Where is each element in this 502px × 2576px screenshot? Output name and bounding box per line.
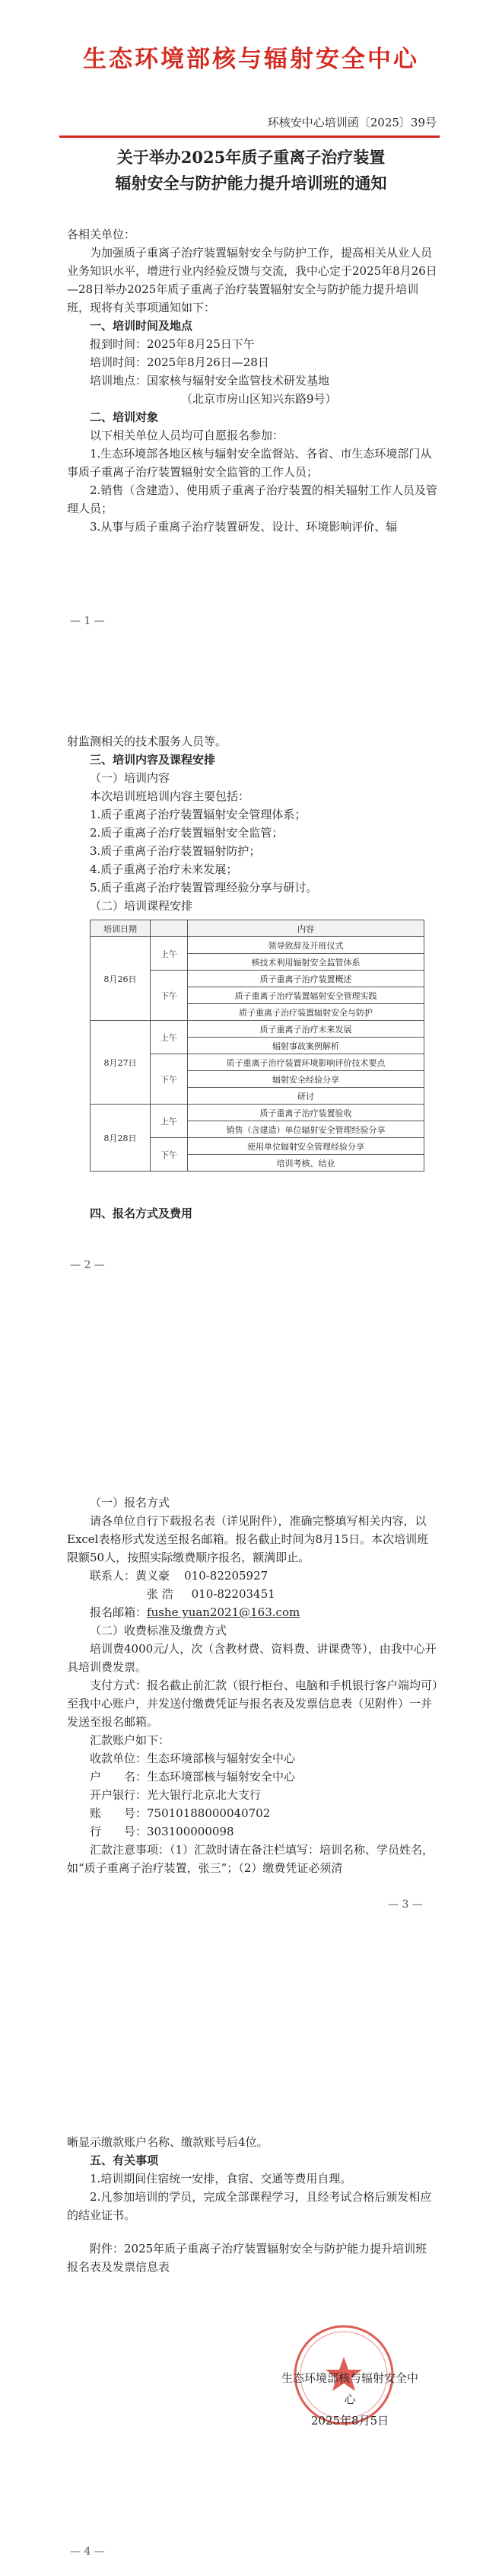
section-4-heading-wrap — [67, 1204, 438, 1223]
target-3: 3.从事与质子重离子治疗装置研发、设计、环境影响评价、辐 — [90, 520, 398, 534]
content-intro: 本次培训班培训内容主要包括： — [90, 789, 250, 803]
schedule-content-cell: 辐射事故案例解析 — [188, 1038, 424, 1054]
course-schedule-table — [90, 920, 424, 1172]
checkin-time: 报到时间：2025年8月25日下午 — [90, 337, 255, 351]
document-number: 环核安中心培训函〔2025〕39号 — [267, 116, 437, 129]
page-3-body — [67, 1494, 438, 1877]
table-row — [91, 1105, 424, 1121]
contact-1-phone: 010-82205927 — [184, 1569, 268, 1583]
email-line — [67, 1603, 438, 1621]
org-name-header: 生态环境部核与辐射安全中心 — [83, 46, 419, 73]
training-location: 培训地点：国家核与辐射安全监管技术研发基地 — [90, 374, 330, 387]
contact-1-name: 黄义豪 — [135, 1569, 170, 1583]
content-item-4: 4.质子重离子治疗未来发展； — [90, 862, 238, 876]
schedule-content-cell: 销售（含建造）单位辐射安全管理经验分享 — [188, 1121, 424, 1138]
schedule-period-cell: 下午 — [151, 971, 188, 1021]
section-1-heading: 一、培训时间及地点 — [90, 319, 193, 333]
remittance-note: 汇款注意事项：（1）汇款时请在备注栏填写：培训名称、学员姓名，如“质子重离子治疗装置，张三”；（2）缴费凭证必须清 — [67, 1843, 434, 1875]
training-address: （北京市房山区知兴东路9号） — [181, 392, 337, 406]
section-3-heading: 三、培训内容及课程安排 — [90, 753, 216, 767]
schedule-content-cell: 领导致辞及开班仪式 — [188, 937, 424, 954]
schedule-subheading: （二）培训课程安排 — [90, 899, 193, 913]
contact-line-1 — [67, 1567, 438, 1585]
fee-subheading: （二）收费标准及缴费方式 — [90, 1624, 227, 1637]
section-4-heading: 四、报名方式及费用 — [90, 1207, 193, 1220]
signature-block — [281, 2367, 418, 2431]
account-bank: 开户银行：光大银行北京北大支行 — [90, 1788, 262, 1802]
account-bank-code: 行 号：303100000098 — [90, 1825, 234, 1838]
matter-1: 1.培训期间住宿统一安排，食宿、交通等费用自理。 — [90, 2172, 352, 2185]
schedule-content-cell: 质子重离子治疗装置辐射安全与防护 — [188, 1004, 424, 1021]
content-item-3: 3.质子重离子治疗装置辐射防护； — [90, 844, 261, 858]
email-label: 报名邮箱： — [90, 1605, 148, 1619]
schedule-content-cell: 核技术利用辐射安全监管体系 — [188, 954, 424, 971]
page-number-3: — 3 — — [388, 1899, 423, 1911]
training-time: 培训时间：2025年8月26日—28日 — [90, 355, 269, 369]
schedule-content-cell: 质子重离子治疗装置验收 — [188, 1105, 424, 1121]
schedule-content-cell: 质子重离子治疗装置概述 — [188, 971, 424, 987]
title-line-2: 辐射安全与防护能力提升培训班的通知 — [115, 174, 387, 193]
account-title: 汇款账户如下： — [90, 1733, 170, 1747]
email-link[interactable]: fushe yuan2021@163.com — [147, 1605, 300, 1619]
schedule-content-cell: 培训考核、结业 — [188, 1155, 424, 1172]
table-row — [91, 937, 424, 954]
schedule-content-cell: 质子重离子治疗装置辐射安全管理实践 — [188, 987, 424, 1004]
page-number-2: — 2 — — [70, 1259, 105, 1271]
page-4-body — [67, 2133, 438, 2276]
page-1-body — [67, 225, 438, 536]
schedule-date-cell: 8月26日 — [91, 937, 151, 1021]
schedule-content-cell: 质子重离子治疗装置环境影响评价技术要点 — [188, 1054, 424, 1071]
schedule-body — [91, 937, 424, 1172]
contact-label: 联系人： — [90, 1569, 136, 1583]
content-item-2: 2.质子重离子治疗装置辐射安全监管； — [90, 826, 284, 840]
content-item-1: 1.质子重离子治疗装置辐射安全管理体系； — [90, 808, 307, 821]
signing-date: 2025年8月5日 — [310, 2414, 389, 2428]
section-2-heading: 二、培训对象 — [90, 410, 159, 424]
fee-paragraph: 培训费4000元/人，次（含教材费、资料费、讲课费等），由我中心开具培训费发票。 — [67, 1642, 437, 1674]
schedule-period-cell: 上午 — [151, 1021, 188, 1054]
schedule-period-cell: 下午 — [151, 1054, 188, 1105]
target-intro: 以下相关单位人员均可自愿报名参加： — [90, 429, 284, 442]
schedule-date-cell: 8月27日 — [91, 1021, 151, 1105]
contact-2-name: 张 浩 — [147, 1587, 173, 1601]
content-subheading: （一）培训内容 — [90, 771, 170, 785]
table-row — [91, 1021, 424, 1038]
schedule-period-cell: 上午 — [151, 937, 188, 971]
attachment-line: 附件：2025年质子重离子治疗装置辐射安全与防护能力提升培训班报名表及发票信息表 — [67, 2242, 427, 2274]
matter-2: 2.凡参加培训的学员，完成全部课程学习，且经考试合格后颁发相应的结业证书。 — [67, 2190, 432, 2222]
remittance-note-continued: 晰显示缴款账户名称、缴款账号后4位。 — [67, 2135, 268, 2149]
contact-2-phone: 010-82203451 — [191, 1587, 275, 1601]
account-number: 账 号：75010188000040702 — [90, 1806, 271, 1820]
target-1: 1.生态环境部各地区核与辐射安全监督站、各省、市生态环境部门从事质子重离子治疗装置辐射安全监管的工作人员； — [67, 447, 432, 479]
registration-paragraph: 请各单位自行下载报名表（详见附件），准确完整填写相关内容，以Excel表格形式发送至报名邮箱。报名截止时间为8月15日。本次培训班限额50人，按照实际缴费顺序报名，额满即止。 — [67, 1514, 429, 1564]
table-header-row — [91, 920, 424, 937]
target-2: 2.销售（含建造）、使用质子重离子治疗装置的相关辐射工作人员及管理人员； — [67, 483, 437, 515]
target-3-continued: 射监测相关的技术服务人员等。 — [67, 735, 227, 748]
document-title — [70, 145, 432, 196]
salutation: 各相关单位： — [67, 228, 136, 241]
schedule-content-cell: 研讨 — [188, 1088, 424, 1105]
header-content: 内容 — [188, 920, 424, 937]
schedule-content-cell: 辐射安全经验分享 — [188, 1071, 424, 1088]
schedule-period-cell: 上午 — [151, 1105, 188, 1138]
header-period — [151, 920, 188, 937]
section-5-heading: 五、有关事项 — [90, 2154, 159, 2167]
title-line-1: 关于举办2025年质子重离子治疗装置 — [116, 148, 386, 167]
registration-subheading: （一）报名方式 — [90, 1496, 170, 1510]
intro-paragraph: 为加强质子重离子治疗装置辐射安全与防护工作，提高相关从业人员业务知识水平，增进行业内经验反馈与交流，我中心定于2025年8月26日—28日举办2025年质子重离子治疗装置辐射安全与防护能力提升培训班，现将有关事项通知如下： — [67, 246, 437, 314]
schedule-period-cell: 下午 — [151, 1138, 188, 1172]
schedule-content-cell: 使用单位辐射安全管理经验分享 — [188, 1138, 424, 1155]
schedule-date-cell: 8月28日 — [91, 1105, 151, 1172]
red-divider — [59, 135, 440, 138]
signing-organization: 生态环境部核与辐射安全中心 — [281, 2371, 419, 2406]
account-name: 户 名：生态环境部核与辐射安全中心 — [90, 1770, 296, 1784]
page-2-body — [67, 732, 438, 915]
contact-line-2 — [67, 1585, 438, 1603]
header-date: 培训日期 — [91, 920, 151, 937]
page-number-4: — 4 — — [70, 2546, 105, 2558]
account-payee: 收款单位：生态环境部核与辐射安全中心 — [90, 1752, 296, 1765]
payment-paragraph: 支付方式：报名截止前汇款（银行柜台、电脑和手机银行客户端均可）至我中心账户，并发送付缴费凭证与报名表及发票信息表（见附件）一并发送至报名邮箱。 — [67, 1679, 438, 1729]
content-item-5: 5.质子重离子治疗装置管理经验分享与研讨。 — [90, 881, 318, 894]
schedule-content-cell: 质子重离子治疗未来发展 — [188, 1021, 424, 1038]
page-number-1: — 1 — — [70, 615, 105, 627]
